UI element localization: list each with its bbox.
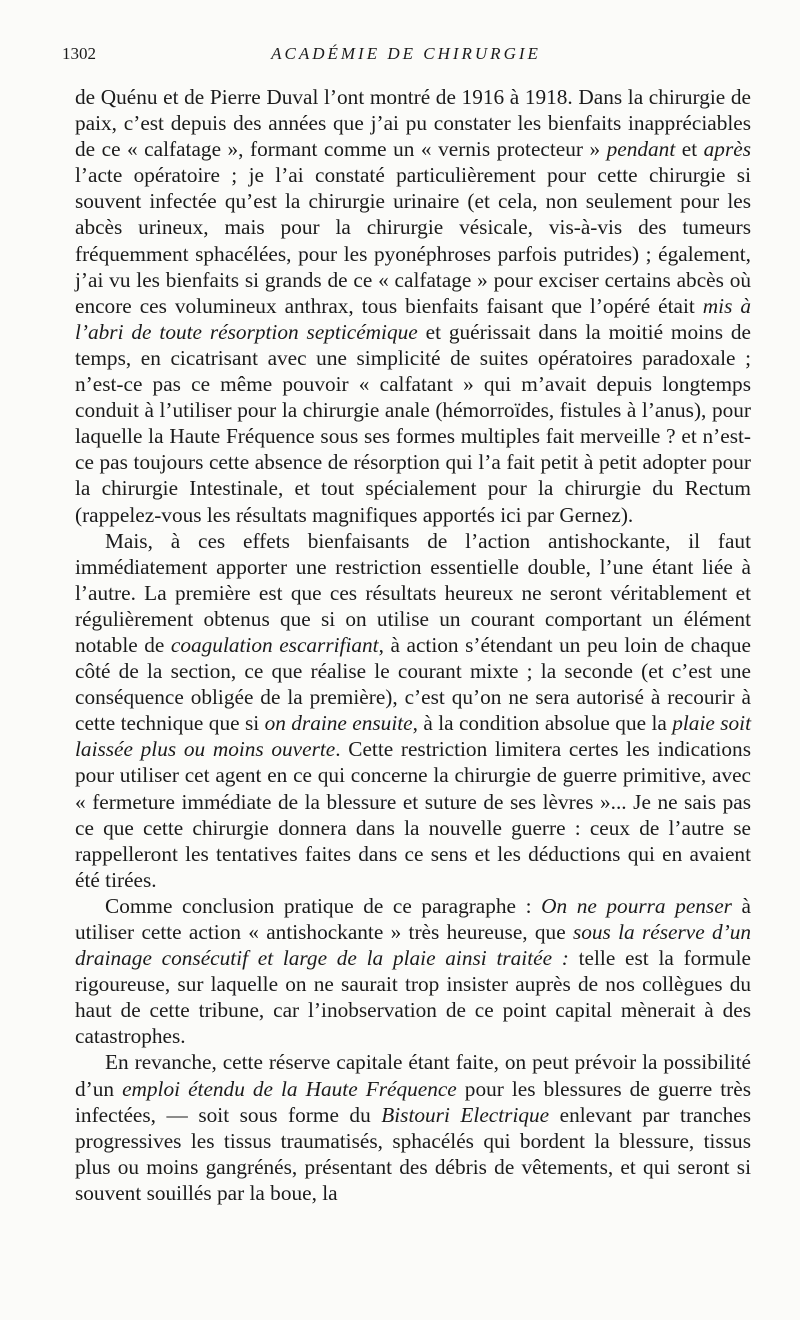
paragraph (75, 1049, 751, 1206)
paragraph (75, 893, 751, 1050)
italic-text: emploi étendu de la Haute Fréquence (122, 1076, 457, 1101)
text-run: pour les blessures de guerre très infectées, — soit sous forme du (75, 1076, 751, 1127)
running-head (62, 40, 750, 68)
text-run: et (675, 137, 704, 162)
page-number: 1302 (62, 44, 96, 63)
text-run: de Quénu et de Pierre Duval l’ont montré de 1916 à 1918. Dans la chirurgie de paix, c’est depuis des années que j’ai pu constater les bienfaits inappréciables de ce « calfatage », formant comme un « vernis protecteur » (75, 85, 751, 162)
journal-title: ACADÉMIE DE CHIRURGIE (271, 44, 541, 63)
paragraph (75, 84, 751, 528)
italic-text: on draine ensuite (264, 711, 413, 736)
italic-text: pendant (606, 137, 676, 162)
italic-text: coagulation escarrifiant (170, 632, 379, 657)
text-run: à utiliser cette action « antishockante » très heureuse, que (75, 893, 751, 944)
body-text (75, 84, 751, 1206)
text-run: telle est la formule rigoureuse, sur laquelle on ne saurait trop insister auprès de nos collègues du haut de cette tribune, car l’inobservation de ce point capital mènerait à des catastrophes. (75, 946, 751, 1049)
text-run: Comme conclusion pratique de ce paragraphe : (105, 893, 542, 918)
text-run: , à action s’étendant un peu loin de chaque côté de la section, ce que réalise le courant mixte ; la seconde (et c’est une conséquence obligée de la première), c’est qu’on ne sera autorisé à recourir à cette technique que si (75, 632, 751, 736)
italic-text: On ne pourra penser (541, 893, 732, 918)
italic-text: plaie soit laissée plus ou moins ouverte (75, 711, 751, 762)
text-run: l’acte opératoire ; je l’ai constaté particulièrement pour cette chirurgie si souvent infectée qu’est la chirurgie urinaire (et cela, non seulement pour les abcès urineux, mais pour la chirurgie vésicale, vis-à-vis des tumeurs fréquemment sphacélées, pour les pyonéphroses parfois putrides) ; également, j’ai vu les bienfaits si grands de ce « calfatage » pour exciser certains abcès où encore ces volumineux anthrax, tous bienfaits faisant que l’opéré était (75, 163, 751, 318)
italic-text: mis à l’abri de toute résorption septicémique (75, 293, 751, 344)
text-run: En revanche, cette réserve capitale étant faite, on peut prévoir la possibilité d’un (75, 1050, 751, 1101)
italic-text: sous la réserve d’un drainage consécutif et large de la plaie ainsi traitée : (75, 920, 751, 971)
italic-text: Bistouri Electrique (381, 1102, 550, 1127)
paragraph (75, 528, 751, 893)
italic-text: après (703, 137, 751, 162)
text-run: Mais, à ces effets bienfaisants de l’action antishockante, il faut immédiatement apporter une restriction essentielle double, l’une étant liée à l’autre. La première est que ces résultats heureux ne seront véritablement et régulièrement obtenus que si on utilise un courant comportant un élément notable de (75, 528, 751, 657)
text-run: enlevant par tranches progressives les tissus traumatisés, sphacélés qui bordent la blessure, tissus plus ou moins gangrénés, présentant des débris de vêtements, et qui seront si souvent souillés par la boue, la (75, 1102, 751, 1205)
text-run: et guérissait dans la moitié moins de temps, en cicatrisant avec une simplicité de suites opératoires paradoxale ; n’est-ce pas ce même pouvoir « calfatant » qui m’avait depuis longtemps conduit à l’utiliser pour la chirurgie anale (hémorroïdes, fistules à l’anus), pour laquelle la Haute Fréquence sous ses formes multiples fait merveille ? et n’est-ce pas toujours cette absence de résorption qui l’a fait petit à petit adopter pour la chirurgie Intestinale, et tout spécialement pour la chirurgie du Rectum (rappelez-vous les résultats magnifiques apportés ici par Gernez). (75, 319, 751, 527)
text-run: , à la condition absolue que la (412, 711, 673, 736)
text-run: . Cette restriction limitera certes les indications pour utiliser cet agent en ce qui concerne la chirurgie de guerre primitive, avec « fermeture immédiate de la blessure et suture de ses lèvres »... Je ne sais pas ce que cette chirurgie donnera dans la nouvelle guerre : ceux de l’autre se rappelleront les tentatives faites dans ce sens et les déductions qui en avaient été tirées. (75, 737, 751, 892)
